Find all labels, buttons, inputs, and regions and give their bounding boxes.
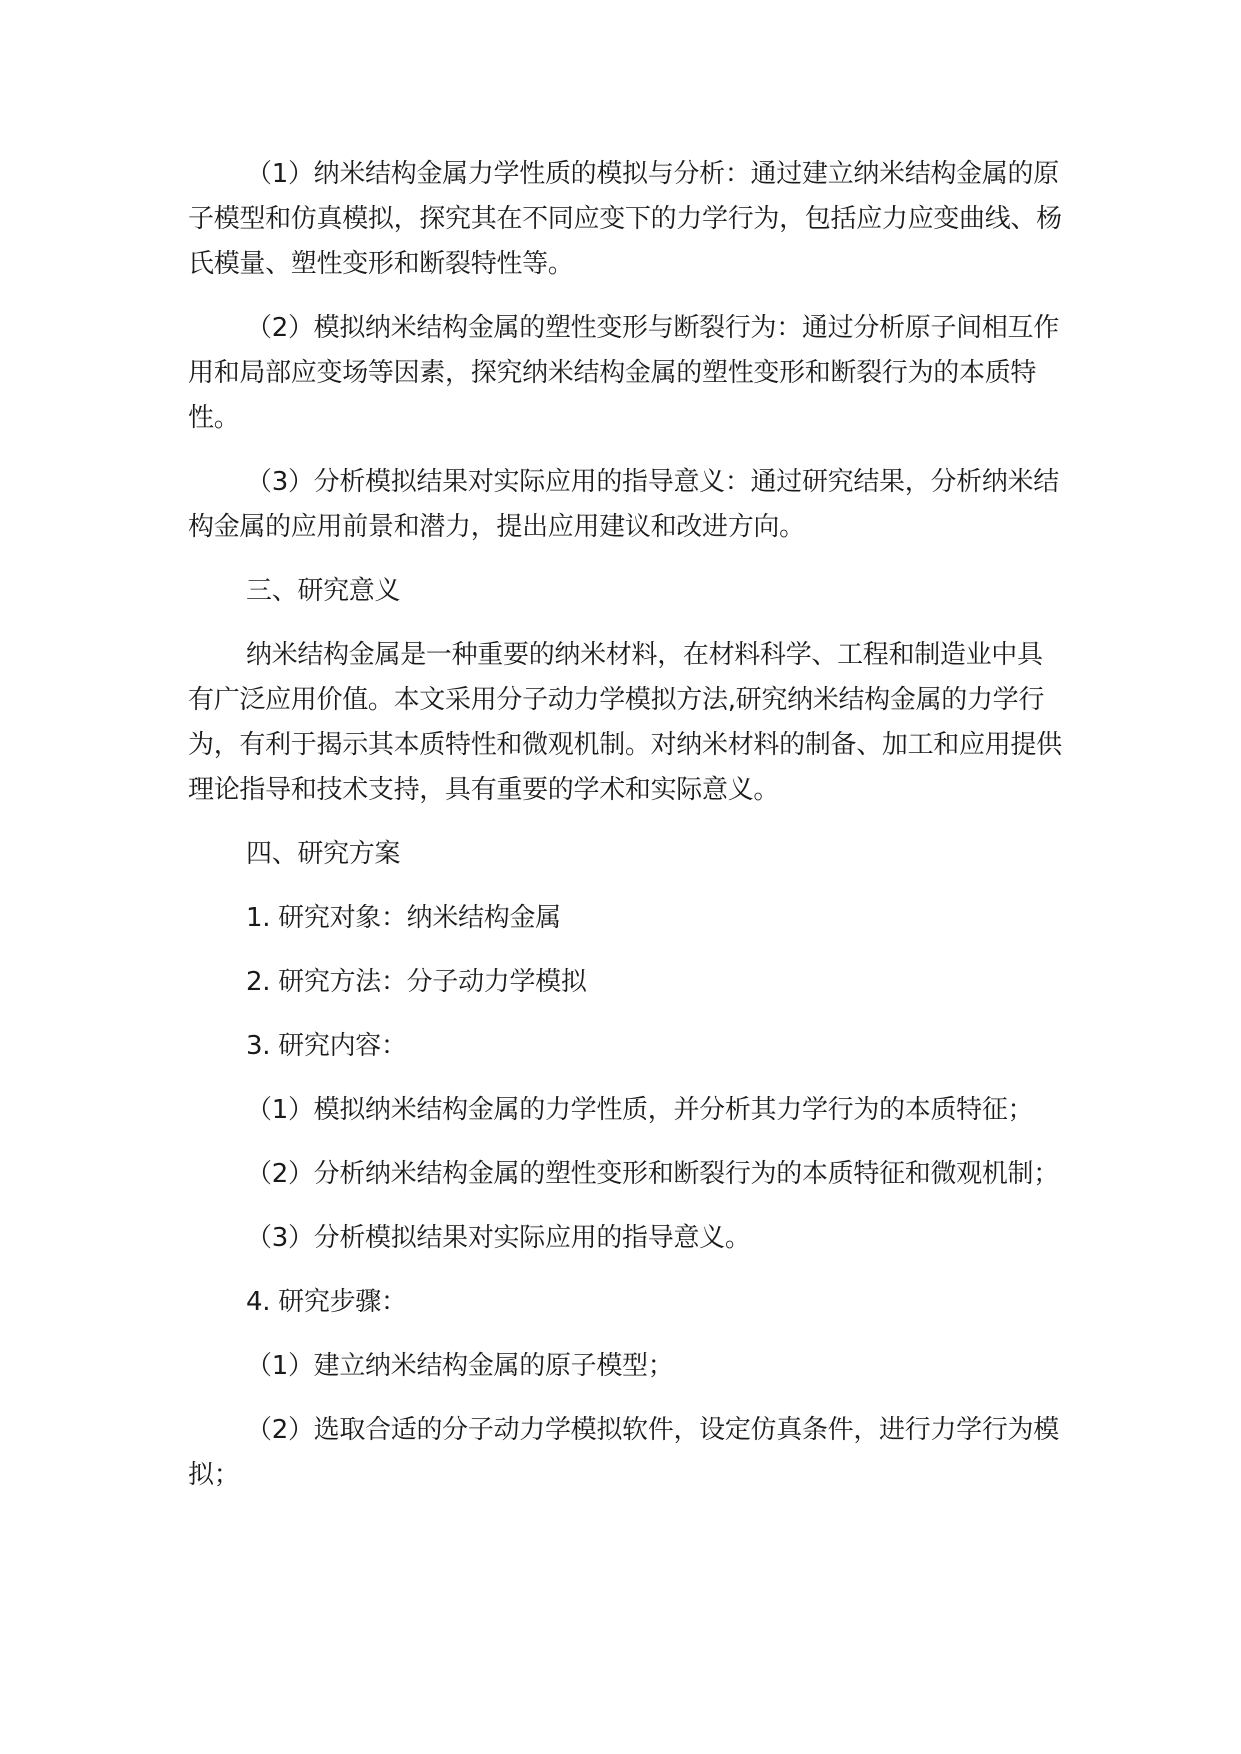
document-body: [188, 152, 1068, 1517]
content-subitem-2: （2）分析纳米结构金属的塑性变形和断裂行为的本质特征和微观机制；: [246, 1159, 1059, 1189]
plan-item-research-object: 1. 研究对象：纳米结构金属: [246, 903, 561, 933]
paragraph-item-1: （1）纳米结构金属力学性质的模拟与分析：通过建立纳米结构金属的原子模型和仿真模拟，探究其在不同应变下的力学行为，包括应力应变曲线、杨氏模量、塑性变形和断裂特性等。: [188, 159, 1062, 279]
paragraph-significance: 纳米结构金属是一种重要的纳米材料，在材料科学、工程和制造业中具有广泛应用价值。本文采用分子动力学模拟方法,研究纳米结构金属的力学行为，有利于揭示其本质特性和微观机制。对纳米材料的制备、加工和应用提供理论指导和技术支持，具有重要的学术和实际意义。: [188, 640, 1062, 805]
plan-item-research-method: 2. 研究方法：分子动力学模拟: [246, 967, 587, 997]
paragraph-item-2: （2）模拟纳米结构金属的塑性变形与断裂行为：通过分析原子间相互作用和局部应变场等因素，探究纳米结构金属的塑性变形和断裂行为的本质特性。: [188, 313, 1059, 433]
plan-item-research-content: 3. 研究内容：: [246, 1031, 407, 1061]
steps-subitem-2: （2）选取合适的分子动力学模拟软件，设定仿真条件，进行力学行为模拟；: [188, 1415, 1059, 1490]
section-heading-research-significance: 三、研究意义: [246, 576, 401, 606]
content-subitem-1: （1）模拟纳米结构金属的力学性质，并分析其力学行为的本质特征；: [246, 1095, 1034, 1125]
paragraph-item-3: （3）分析模拟结果对实际应用的指导意义：通过研究结果，分析纳米结构金属的应用前景和潜力，提出应用建议和改进方向。: [188, 467, 1059, 542]
content-subitem-3: （3）分析模拟结果对实际应用的指导意义。: [246, 1223, 751, 1253]
steps-subitem-1: （1）建立纳米结构金属的原子模型；: [246, 1351, 674, 1381]
plan-item-research-steps: 4. 研究步骤：: [246, 1287, 407, 1317]
section-heading-research-plan: 四、研究方案: [246, 839, 401, 869]
